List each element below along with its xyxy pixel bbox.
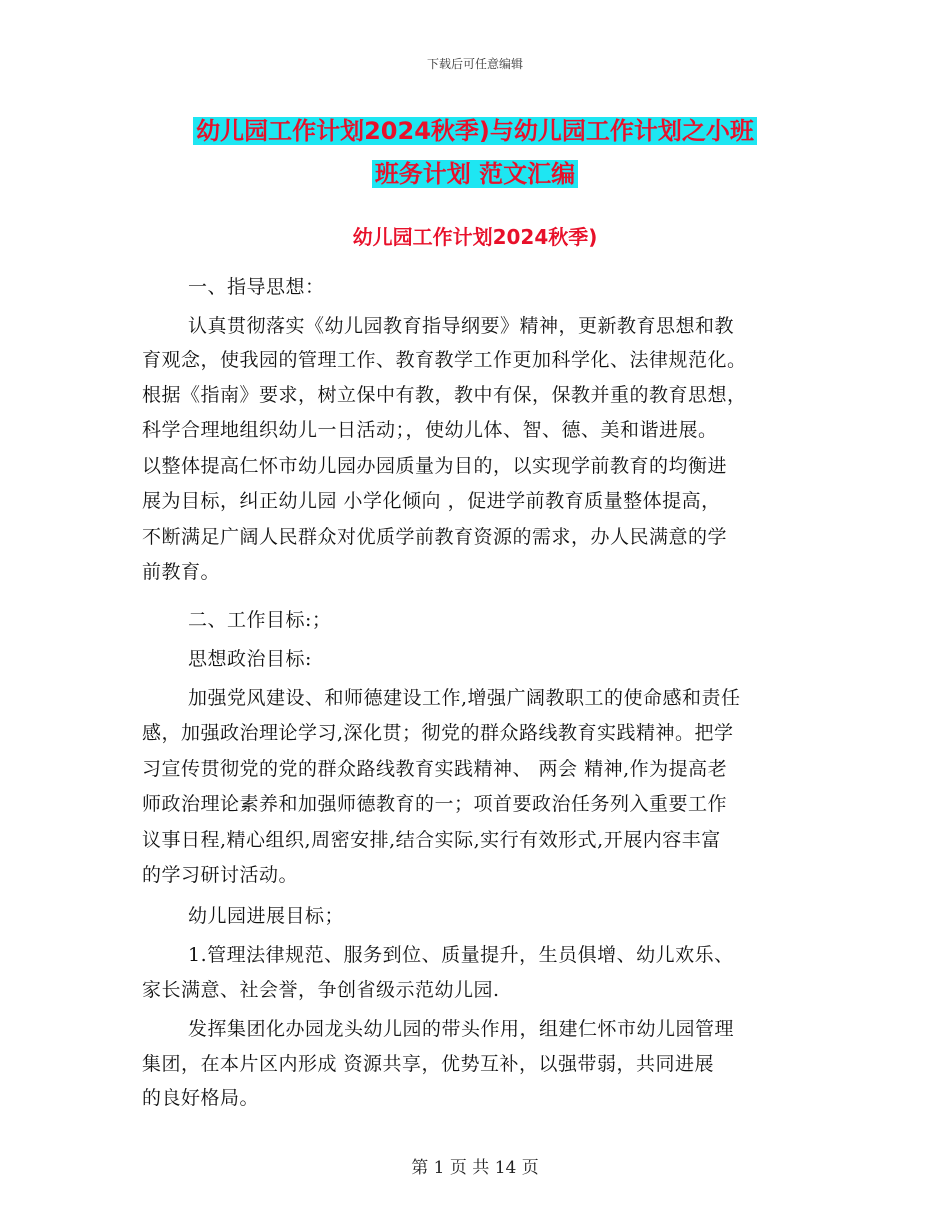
paragraph-line: 育观念，使我园的管理工作、教育教学工作更加科学化、法律规范化。	[142, 349, 747, 371]
paragraph-line: 师政治理论素养和加强师德教育的一；项首要政治任务列入重要工作	[142, 793, 728, 815]
paragraph-line: 的良好格局。	[142, 1087, 260, 1109]
title-highlight-1: 幼儿园工作计划2024秋季)与幼儿园工作计划之小班	[193, 117, 757, 145]
paragraph-line: 习宣传贯彻党的党的群众路线教育实践精神、 两会 精神,作为提高老	[142, 758, 728, 780]
paragraph-line: 的学习研讨活动。	[142, 864, 299, 886]
paragraph-line: 展为目标，纠正幼儿园 小学化倾向 ，促进学前教育质量整体提高，	[142, 490, 721, 512]
paragraph-line: 发挥集团化办园龙头幼儿园的带头作用，组建仁怀市幼儿园管理	[188, 1018, 735, 1040]
heading-work-goals: 二、工作目标:；	[188, 609, 332, 631]
page-footer: 第 1 页 共 14 页	[411, 1158, 539, 1178]
page-header: 下载后可任意编辑	[426, 57, 523, 71]
document-title-line-2	[0, 153, 950, 195]
paragraph-line: 前教育。	[142, 561, 221, 583]
heading-development-goals: 幼儿园进展目标；	[188, 905, 345, 927]
document-title-line-1	[0, 110, 950, 152]
heading-guiding-thought: 一、指导思想：	[188, 276, 325, 298]
paragraph-line: 1.管理法律规范、服务到位、质量提升，生员俱增、幼儿欢乐、	[188, 944, 734, 966]
section-title: 幼儿园工作计划2024秋季)	[352, 225, 598, 249]
paragraph-line: 根据《指南》要求，树立保中有教，教中有保，保教并重的教育思想，	[142, 384, 747, 406]
heading-political-goals: 思想政治目标:	[188, 648, 312, 670]
paragraph-line: 集团，在本片区内形成 资源共享，优势互补，以强带弱，共同进展	[142, 1053, 715, 1075]
paragraph-line: 家长满意、社会誉，争创省级示范幼儿园.	[142, 979, 500, 1001]
paragraph-line: 加强党风建设、和师德建设工作,增强广阔教职工的使命感和责任	[188, 687, 741, 709]
paragraph-line: 不断满足广阔人民群众对优质学前教育资源的需求，办人民满意的学	[142, 526, 728, 548]
paragraph-line: 感，加强政治理论学习,深化贯；彻党的群众路线教育实践精神。把学	[142, 722, 734, 744]
paragraph-line: 科学合理地组织幼儿一日活动；，使幼儿体、智、德、美和谐进展。	[142, 419, 718, 441]
title-highlight-2: 班务计划 范文汇编	[372, 160, 578, 188]
paragraph-line: 认真贯彻落实《幼儿园教育指导纲要》精神，更新教育思想和教	[188, 315, 735, 337]
paragraph-line: 以整体提高仁怀市幼儿园办园质量为目的，以实现学前教育的均衡进	[142, 455, 728, 477]
paragraph-line: 议事日程,精心组织,周密安排,结合实际,实行有效形式,开展内容丰富	[142, 829, 721, 851]
